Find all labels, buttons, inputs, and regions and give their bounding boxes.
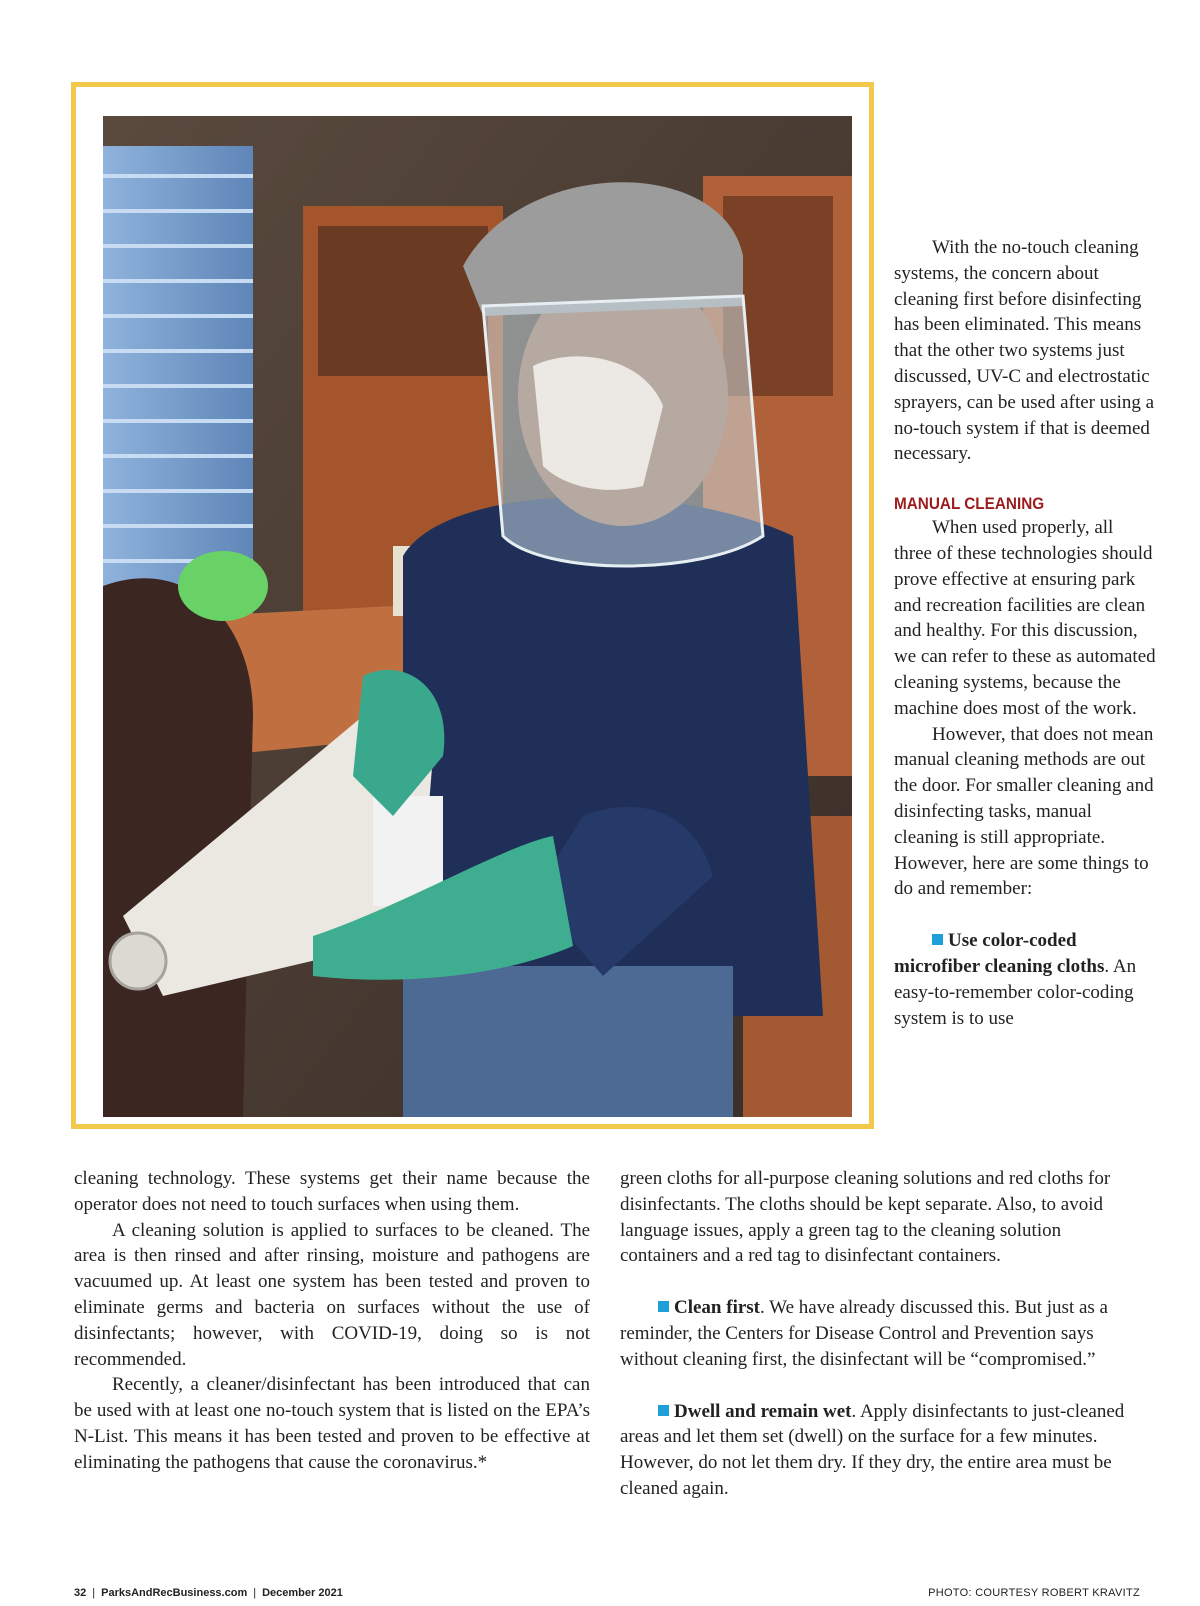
bullet-text: . Apply disinfectants to just-cleaned areas and let them set (dwell) on the surface for a few minutes. However, do not let them dry. If they dry, the entire area must be cleaned again. [620,1400,1125,1499]
square-bullet-icon [658,1301,669,1312]
bullet-text: . We have already discussed this. But just as a reminder, the Centers for Disease Control and Prevention says without cleaning first, the disinfectant will be “compromised.” [620,1297,1108,1370]
paragraph: A cleaning solution is applied to surfaces to be cleaned. The area is then rinsed and after rinsing, moisture and pathogens are vacuumed up. At least one system has been tested and proven to eliminate germs and bacteria on surfaces without the use of disinfectants; however, with COVID-19, doing so is not recommended. [74,1219,590,1370]
photo-frame [71,82,874,1129]
bullet-title: Dwell and remain wet [674,1400,852,1422]
paragraph: When used properly, all three of these technologies should prove effective at ensuring park and recreation facilities are clean and healthy. For this discussion, we can refer to these as automated cleaning systems, because the machine does most of the work. [894,517,1156,719]
paragraph: green cloths for all-purpose cleaning solutions and red cloths for disinfectants. The cloths should be kept separate. Also, to avoid language issues, apply a green tag to the cleaning solution containers and a red tag to disinfectant containers. [620,1168,1111,1267]
paragraph: With the no-touch cleaning systems, the concern about cleaning first before disinfecting has been eliminated. This means that the other two systems just discussed, UV-C and electrostatic sprayers, can be used after using a no-touch system if that is deemed necessary. [894,237,1155,465]
bullet-title: Clean first [674,1297,761,1319]
photo-person-sprayer [103,116,852,1117]
section-heading: MANUAL CLEANING [894,494,1045,514]
site-name: ParksAndRecBusiness.com [101,1587,248,1599]
bullet-item [894,928,1156,1031]
footer-left: 32 | ParksAndRecBusiness.com | December 2021 [74,1587,343,1599]
left-column-bottom [74,1166,590,1476]
right-column-bottom [620,1166,1136,1502]
paragraph: Recently, a cleaner/disinfectant has been introduced that can be used with at least one no-touch system that is listed on the EPA’s N-List. This means it has been tested and proven to be effective at eliminating the pathogens that cause the coronavirus.* [74,1374,590,1473]
page-number: 32 [74,1587,87,1599]
paragraph: cleaning technology. These systems get their name because the operator does not need to touch surfaces when using them. [74,1168,590,1215]
bullet-title: Use color-coded microfiber cleaning cloths [894,930,1105,977]
bullet-item [620,1295,1136,1372]
photo-credit: PHOTO: COURTESY ROBERT KRAVITZ [928,1587,1140,1599]
right-column-top [894,235,1156,1031]
bullet-item [620,1399,1136,1502]
issue-date: December 2021 [262,1587,343,1599]
bullet-text: . An easy-to-remember color-coding system is to use [894,955,1137,1029]
paragraph: However, that does not mean manual cleaning methods are out the door. For smaller cleaning and disinfecting tasks, manual cleaning is still appropriate. However, here are some things to do and remember: [894,723,1154,900]
square-bullet-icon [658,1405,669,1416]
square-bullet-icon [932,934,943,945]
